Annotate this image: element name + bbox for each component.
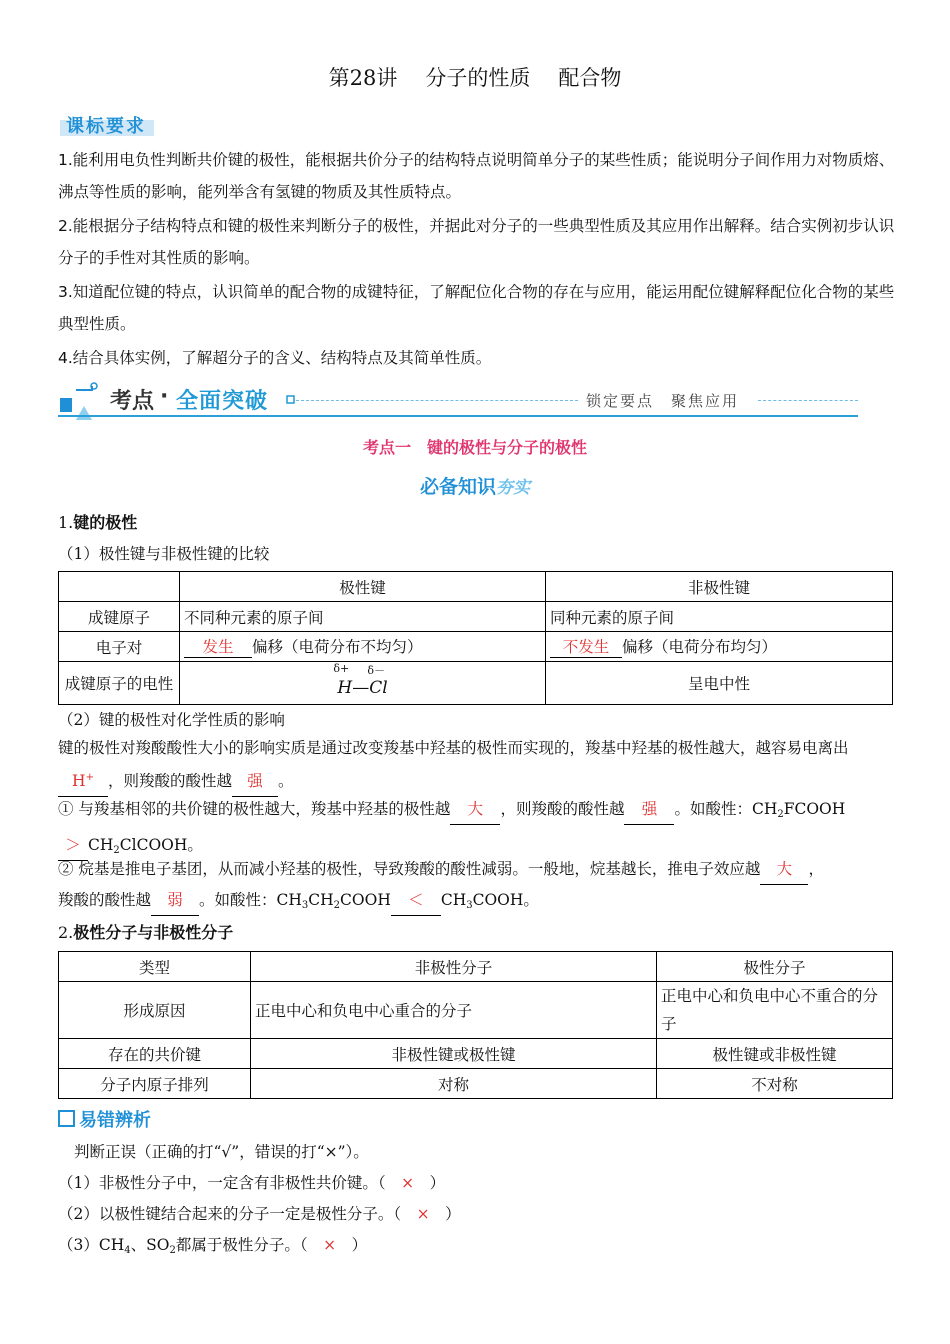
requirement-4: 4.结合具体实例，了解超分子的含义、结构特点及其简单性质。 [58, 349, 492, 367]
requirement-3: 3.知道配位键的特点，认识简单的配合物的成键特征，了解配位化合物的存在与应用，能运用配位键解释配位化合物的某些典型性质。 [58, 283, 895, 333]
requirement-2: 2.能根据分子结构特点和键的极性来判断分子的极性，并据此对分子的一些典型性质及其应用作出解释。结合实例初步认识分子的手性对其性质的影响。 [58, 217, 895, 267]
answer-blank: ＞ [58, 830, 88, 861]
answer-blank: 发生 [184, 635, 252, 658]
error-item-1: （1）非极性分子中，一定含有非极性共价键。（ × ） [58, 1174, 446, 1192]
page-title: 第28讲 分子的性质 配合物 [328, 66, 622, 90]
subheading-comparison: （1）极性键与非极性键的比较 [58, 545, 270, 563]
answer-blank: 大 [450, 794, 500, 825]
paragraph-acidity: 键的极性对羧酸酸性大小的影响实质是通过改变羧基中羟基的极性而实现的，羧基中羟基的极性越大，越容易电离出H+ ，则羧酸的酸性越 强 。 [58, 734, 896, 797]
square-bullet-icon [286, 395, 296, 405]
section-banner: 考点 · 全面突破 锁定要点 聚焦应用 [58, 380, 858, 424]
error-item-2: （2）以极性键结合起来的分子一定是极性分子。（ × ） [58, 1205, 461, 1223]
answer-blank: 强 [624, 794, 674, 825]
requirement-1: 1.能利用电负性判断共价键的极性，能根据共价分子的结构特点说明简单分子的某些性质；能说明分子间作用力对物质熔、沸点等性质的影响，能列举含有氢键的物质及其性质特点。 [58, 151, 895, 201]
checkbox-square-icon [58, 1110, 75, 1127]
error-analysis-heading: 易错辨析 [58, 1106, 151, 1132]
subheading-influence: （2）键的极性对化学性质的影响 [58, 711, 285, 729]
paragraph-adjacent-bond: ① 与羧基相邻的共价键的极性越大，羧基中羟基的极性越 大 ，则羧酸的酸性越 强 。如酸性：$CH_2FCOOH$ ＞ $CH_2ClCOOH$。 [58, 794, 896, 866]
hcl-polarity-formula: δ+ δ－ H—Cl [180, 662, 546, 705]
error-intro: 判断正误（正确的打“√”，错误的打“×”）。 [74, 1143, 369, 1161]
answer-blank: ＜ [391, 885, 441, 916]
molecule-polarity-table: 类型 非极性分子 极性分子 形成原因 正电中心和负电中心重合的分子 正电中心和负电中心不重合的分子 存在的共价键 非极性键或极性键 极性键或非极性键 分子内原子排列 对称 不对称 [58, 951, 893, 1099]
section-title: 考点一 键的极性与分子的极性 [362, 438, 587, 457]
banner-decoration-icon [58, 380, 102, 424]
answer-blank: 不发生 [550, 635, 622, 658]
bond-comparison-table: 极性键 非极性键 成键原子 不同种元素的原子间 同种元素的原子间 电子对 发生 偏移（电荷分布不均匀） 不发生 偏移（电荷分布均匀） 成键原子的电性 δ+ δ－ H—Cl 呈电中性 [58, 571, 893, 705]
error-item-3: $(3)CH_4$、$SO_2$都属于极性分子。（ × ） [58, 1236, 368, 1256]
heading-bond-polarity: 1.键的极性 [58, 513, 138, 532]
answer-blank: 大 [760, 854, 808, 885]
section-subtitle: 必备知识夯实 [419, 476, 530, 498]
answer-blank: H+ [58, 763, 108, 797]
answer-blank: 强 [232, 767, 278, 797]
answer-blank: 弱 [151, 885, 199, 916]
paragraph-alkyl: ② 烷基是推电子基团，从而减小羟基的极性，导致羧酸的酸性减弱。一般地，烷基越长，推电子效应越 大 ， 羧酸的酸性越 弱 。如酸性：$CH_3CH_2COOH$ ＜ $CH_3COOH$。 [58, 854, 896, 921]
heading-polar-molecules: 2.极性分子与非极性分子 [58, 923, 234, 942]
